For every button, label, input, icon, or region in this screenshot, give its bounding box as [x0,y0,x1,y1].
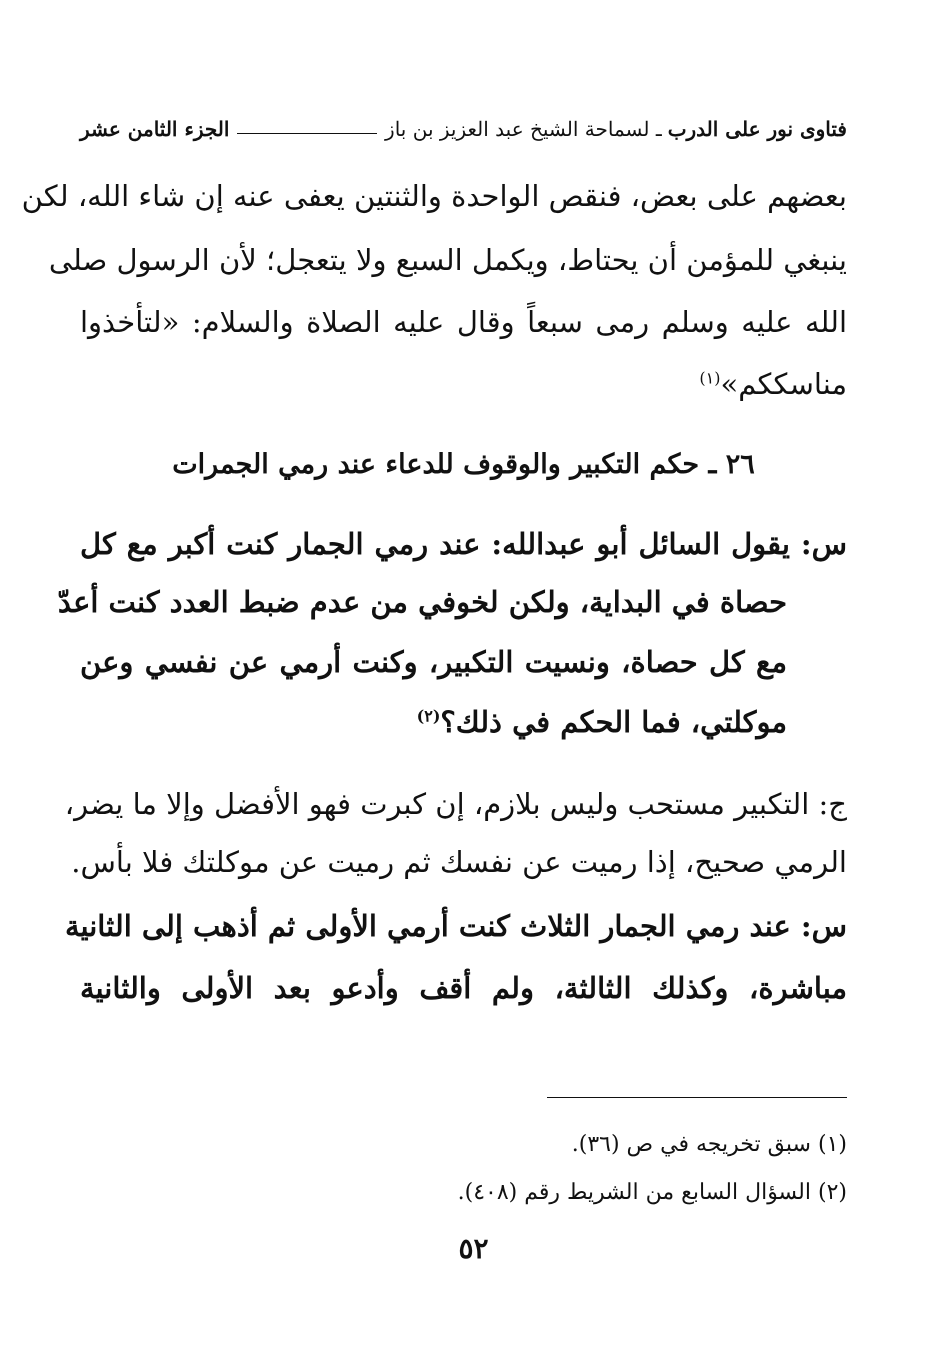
footnote-ref[interactable]: (١) [699,368,721,388]
footnote-ref[interactable]: (٢) [416,706,441,726]
text-line-content: مناسككم» [720,367,847,401]
page-number: ٥٢ [458,1232,489,1265]
volume-part: الجزء الثامن عشر [80,117,230,141]
question-line-content: موكلتي، فما الحكم في ذلك؟ [440,705,787,739]
question-line: س: يقول السائل أبو عبدالله: عند رمي الجمار كنت أكبر مع كل [80,527,847,561]
text-line: بعضهم على بعض، فنقص الواحدة والثنتين يعفى عنه إن شاء الله، لكن [21,179,847,213]
text-line: الله عليه وسلم رمى سبعاً وقال عليه الصلاة والسلام: «لتأخذوا [80,305,848,339]
running-header [80,112,847,146]
section-heading: ٢٦ ـ حكم التكبير والوقوف للدعاء عند رمي الجمرات [172,449,755,480]
question-line [80,694,787,750]
answer-line: الرمي صحيح، إذا رميت عن نفسك ثم رميت عن موكلتك فلا بأس. [71,845,847,879]
footnote: (١) سبق تخريجه في ص (٣٦). [571,1132,847,1157]
answer-line: ج: التكبير مستحب وليس بلازم، إن كبرت فهو الأفضل وإلا ما يضر، [64,787,847,821]
question-line: س: عند رمي الجمار الثلاث كنت أرمي الأولى ثم أذهب إلى الثانية [64,909,847,943]
author-name: ـ لسماحة الشيخ عبد العزيز بن باز [385,117,662,141]
book-title: فتاوى نور على الدرب [667,117,847,141]
footnote-rule [547,1097,847,1098]
question-line: مع كل حصاة، ونسيت التكبير، وكنت أرمي عن نفسي وعن [80,645,787,679]
header-rule [237,133,377,134]
text-line [80,356,847,412]
footnote: (٢) السؤال السابع من الشريط رقم (٤٠٨). [457,1180,847,1205]
question-line: حصاة في البداية، ولكن لخوفي من عدم ضبط العدد كنت أعدّ [57,585,787,619]
text-line: ينبغي للمؤمن أن يحتاط، ويكمل السبع ولا يتعجل؛ لأن الرسول صلى [48,243,847,277]
question-line: مباشرة، وكذلك الثالثة، ولم أقف وأدعو بعد الأولى والثانية [80,971,847,1005]
